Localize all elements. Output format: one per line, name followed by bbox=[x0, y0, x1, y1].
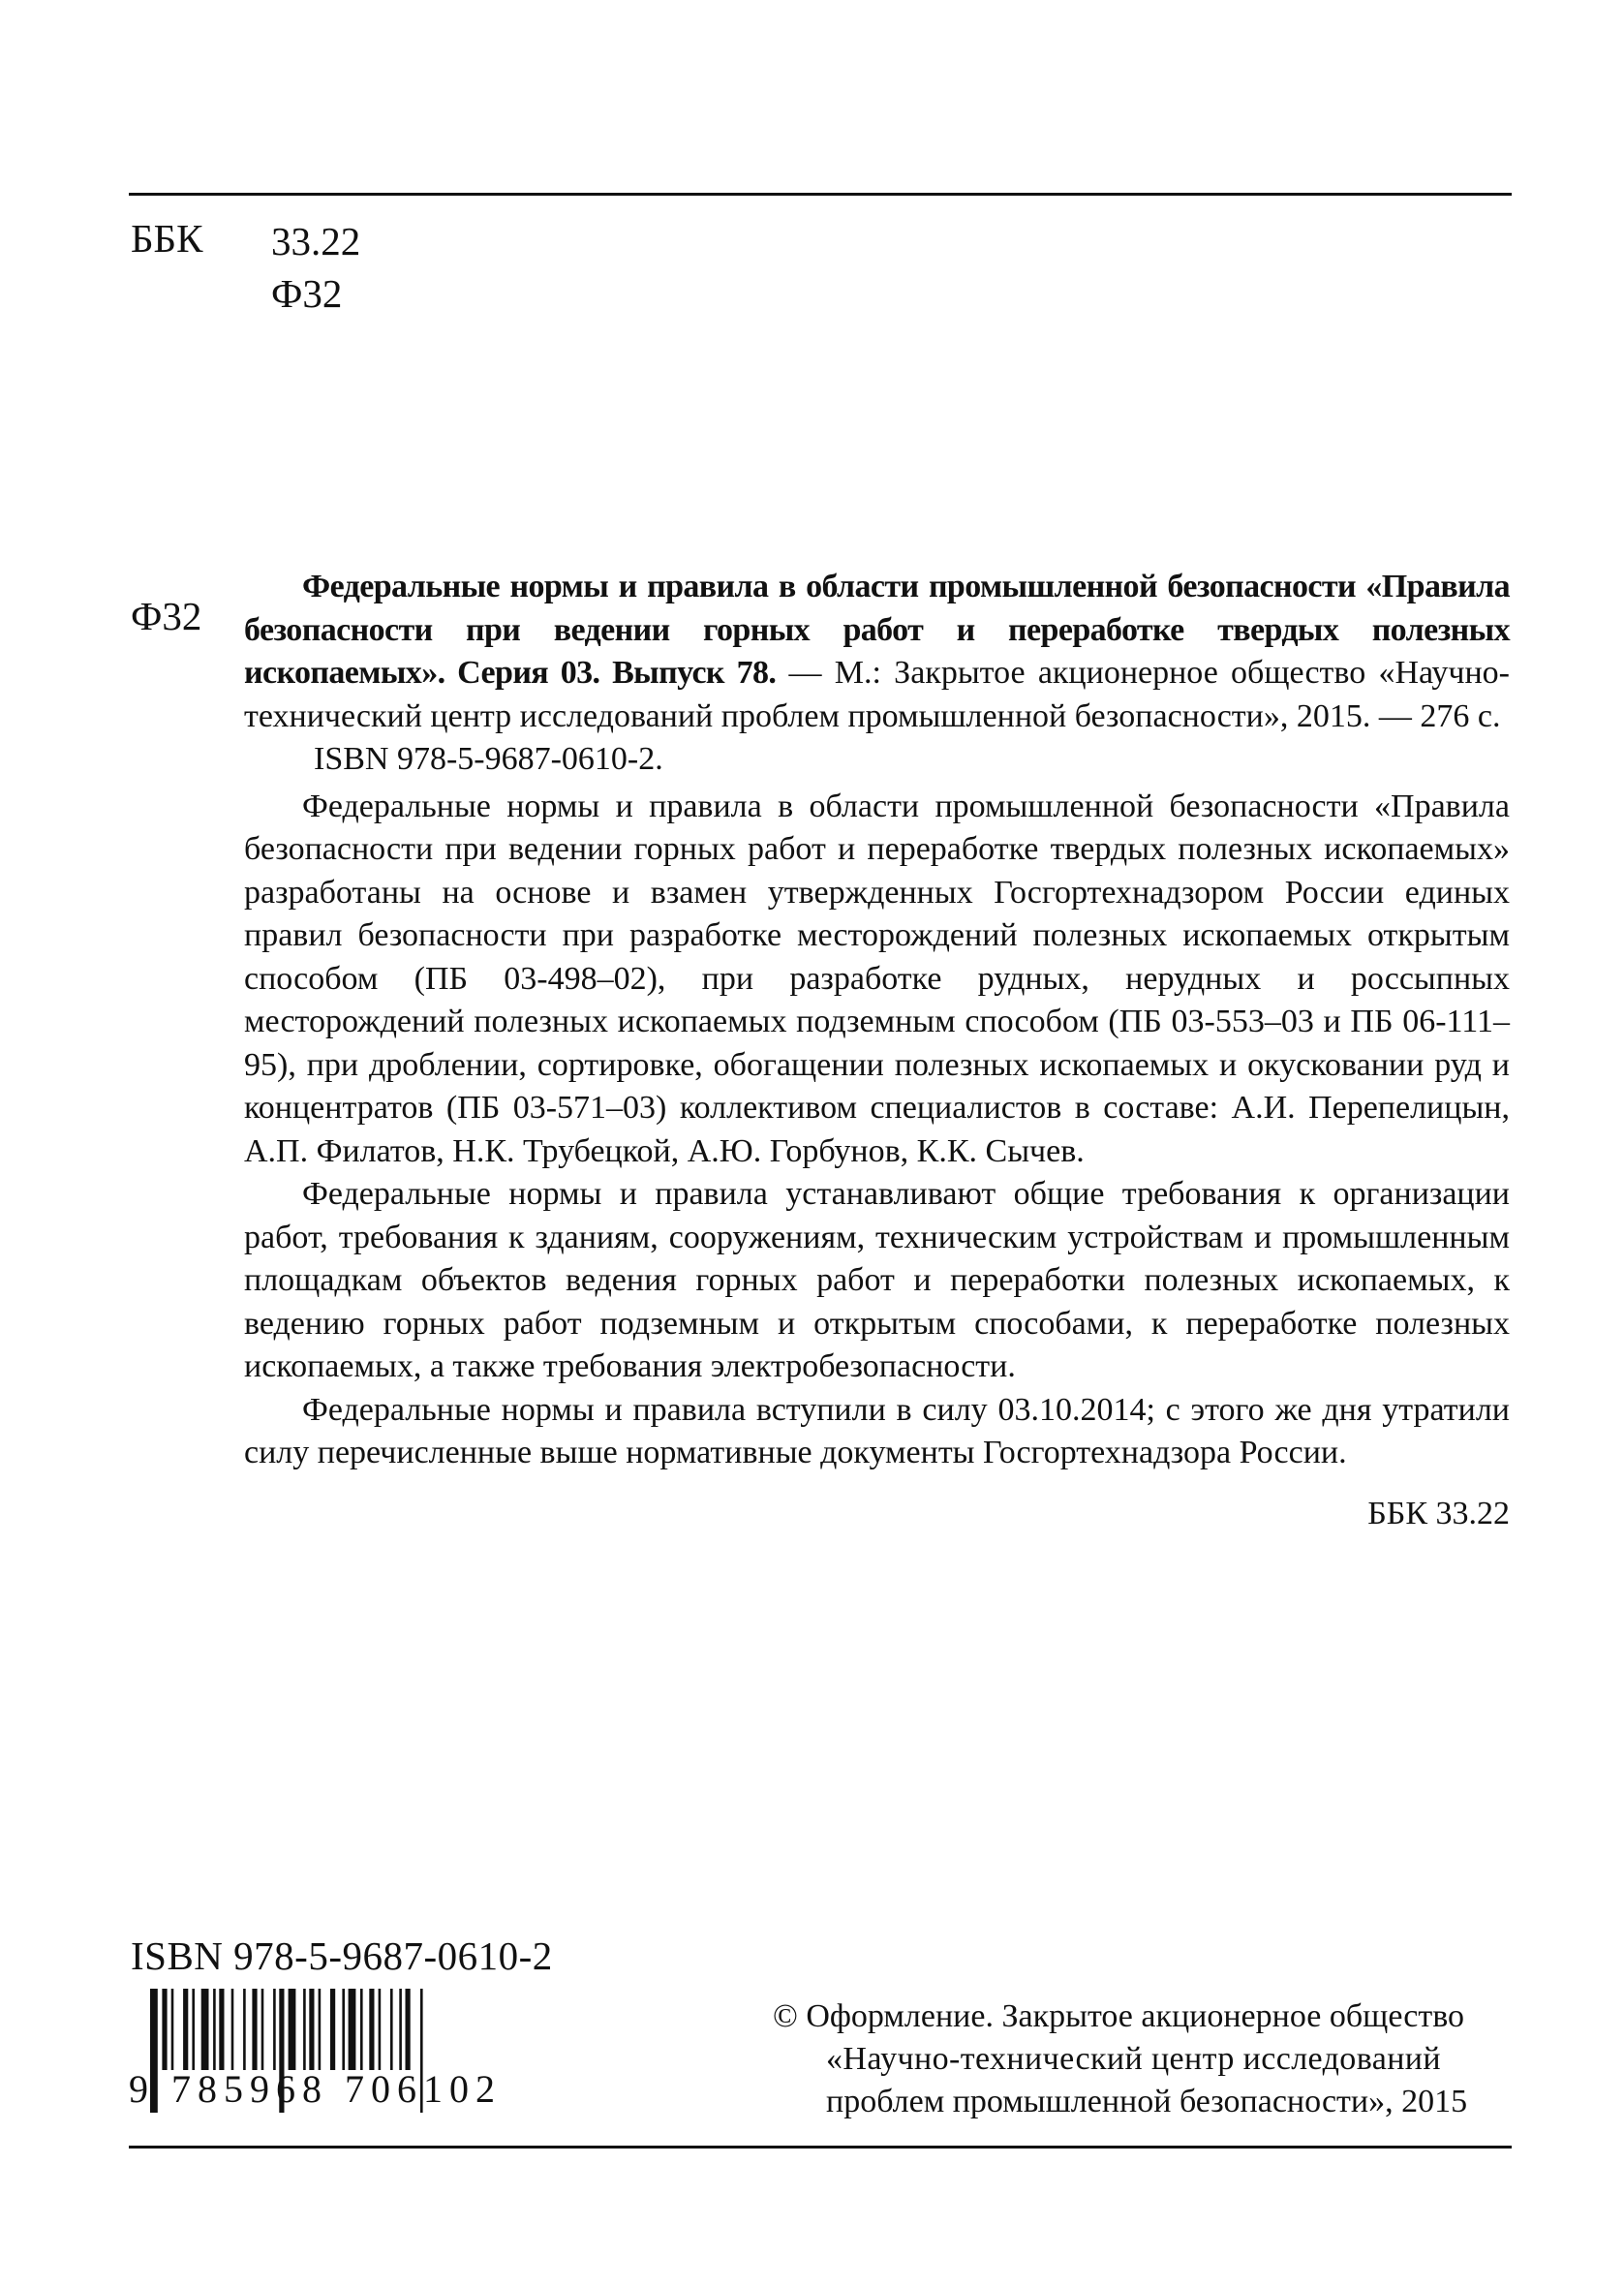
barcode-bar bbox=[192, 1989, 195, 2070]
barcode-bar bbox=[360, 1989, 363, 2070]
bottom-rule bbox=[129, 2146, 1512, 2149]
barcode-bar bbox=[243, 1989, 246, 2070]
barcode-bar bbox=[231, 1989, 234, 2070]
barcode-isbn: ISBN 978-5-9687-0610-2 bbox=[131, 1933, 553, 1978]
bbk-footer: ББК 33.22 bbox=[1367, 1495, 1510, 1531]
bibliographic-record bbox=[244, 566, 1510, 1535]
barcode-bar bbox=[219, 1989, 224, 2070]
barcode-bar bbox=[349, 1989, 356, 2070]
author-sign: Ф32 bbox=[271, 271, 343, 316]
top-rule bbox=[129, 193, 1512, 196]
barcode-digits: 9 785968 706102 bbox=[129, 2067, 502, 2111]
barcode-bar bbox=[183, 1989, 188, 2070]
barcode-bar bbox=[406, 1989, 411, 2070]
annotation-paragraph-2: Федеральные нормы и правила устанавливают общие требования к организации работ, требования к зданиям, сооружениям, техническим устройствам и промышленным площадкам объектов ведения горных работ и переработки полезных ископаемых, к ведению горных работ подземным и открытым способами, к переработке полезных ископаемых, а также требования электробезопасности. bbox=[244, 1176, 1510, 1384]
copyright-line-3: проблем промышленной безопасности», 2015 bbox=[826, 2084, 1468, 2119]
copyright-line-2: «Научно-технический центр исследований bbox=[826, 2041, 1441, 2077]
barcode-bar bbox=[289, 1989, 296, 2070]
barcode-bar bbox=[309, 1989, 314, 2070]
bbk-code: 33.22 bbox=[271, 219, 361, 263]
record-imprint: — М.: Закрытое акционерное общество «Научно-технический центр исследований проблем промышленной безопасности», 2015. — 276 с. bbox=[244, 655, 1511, 734]
barcode-bar bbox=[213, 1989, 216, 2070]
barcode-bar bbox=[303, 1989, 306, 2070]
barcode-bar bbox=[330, 1989, 335, 2070]
copyright-notice bbox=[773, 1995, 1518, 2123]
bbk-label: ББК bbox=[131, 216, 203, 261]
barcode-bar bbox=[379, 1989, 382, 2070]
barcode-bar bbox=[171, 1989, 174, 2070]
copyright-line-1: © Оформление. Закрытое акционерное общество bbox=[773, 1998, 1465, 2034]
barcode-bar bbox=[369, 1989, 374, 2070]
barcode-bar bbox=[252, 1989, 257, 2070]
bbk-codes bbox=[271, 215, 360, 320]
barcode-bar bbox=[390, 1989, 393, 2070]
barcode-bar bbox=[342, 1989, 345, 2070]
annotation-paragraph-3: Федеральные нормы и правила вступили в силу 03.10.2014; с этого же дня утратили силу перечисленные выше нормативные документы Госгортехнадзора России. bbox=[244, 1391, 1510, 1470]
barcode-bar bbox=[273, 1989, 276, 2070]
record-title: Федеральные нормы и правила в области промышленной безопасности «Правила безопасности при ведении горных работ и переработке твердых полезных ископаемых». Серия 03. Выпуск 78. bbox=[244, 569, 1510, 691]
annotation-paragraph-1: Федеральные нормы и правила в области промышленной безопасности «Правила безопасности при ведении горных работ и переработке твердых полезных ископаемых» разработаны на основе и взамен утвержденных Госгортехнадзором России единых правил безопасности при разработке месторождений полезных ископаемых открытым способом (ПБ 03-498–02), при разработке рудных, нерудных и россыпных месторождений полезных ископаемых подземным способом (ПБ 03-553–03 и ПБ 06-111–95), при дроблении, сортировке, обогащении полезных ископаемых и окусковании руд и концентратов (ПБ 03-571–03) коллективом специалистов в составе: А.И. Перепелицын, А.П. Филатов, Н.К. Трубецкой, А.Ю. Горбунов, К.К. Сычев. bbox=[244, 788, 1510, 1169]
record-isbn: ISBN 978-5-9687-0610-2. bbox=[314, 741, 663, 777]
barcode-bar bbox=[201, 1989, 209, 2070]
record-paragraph bbox=[244, 566, 1510, 738]
barcode-bar bbox=[319, 1989, 322, 2070]
barcode-bar bbox=[261, 1989, 264, 2070]
author-mark: Ф32 bbox=[131, 594, 202, 638]
barcode-bar bbox=[399, 1989, 402, 2070]
barcode-bar bbox=[162, 1989, 167, 2070]
